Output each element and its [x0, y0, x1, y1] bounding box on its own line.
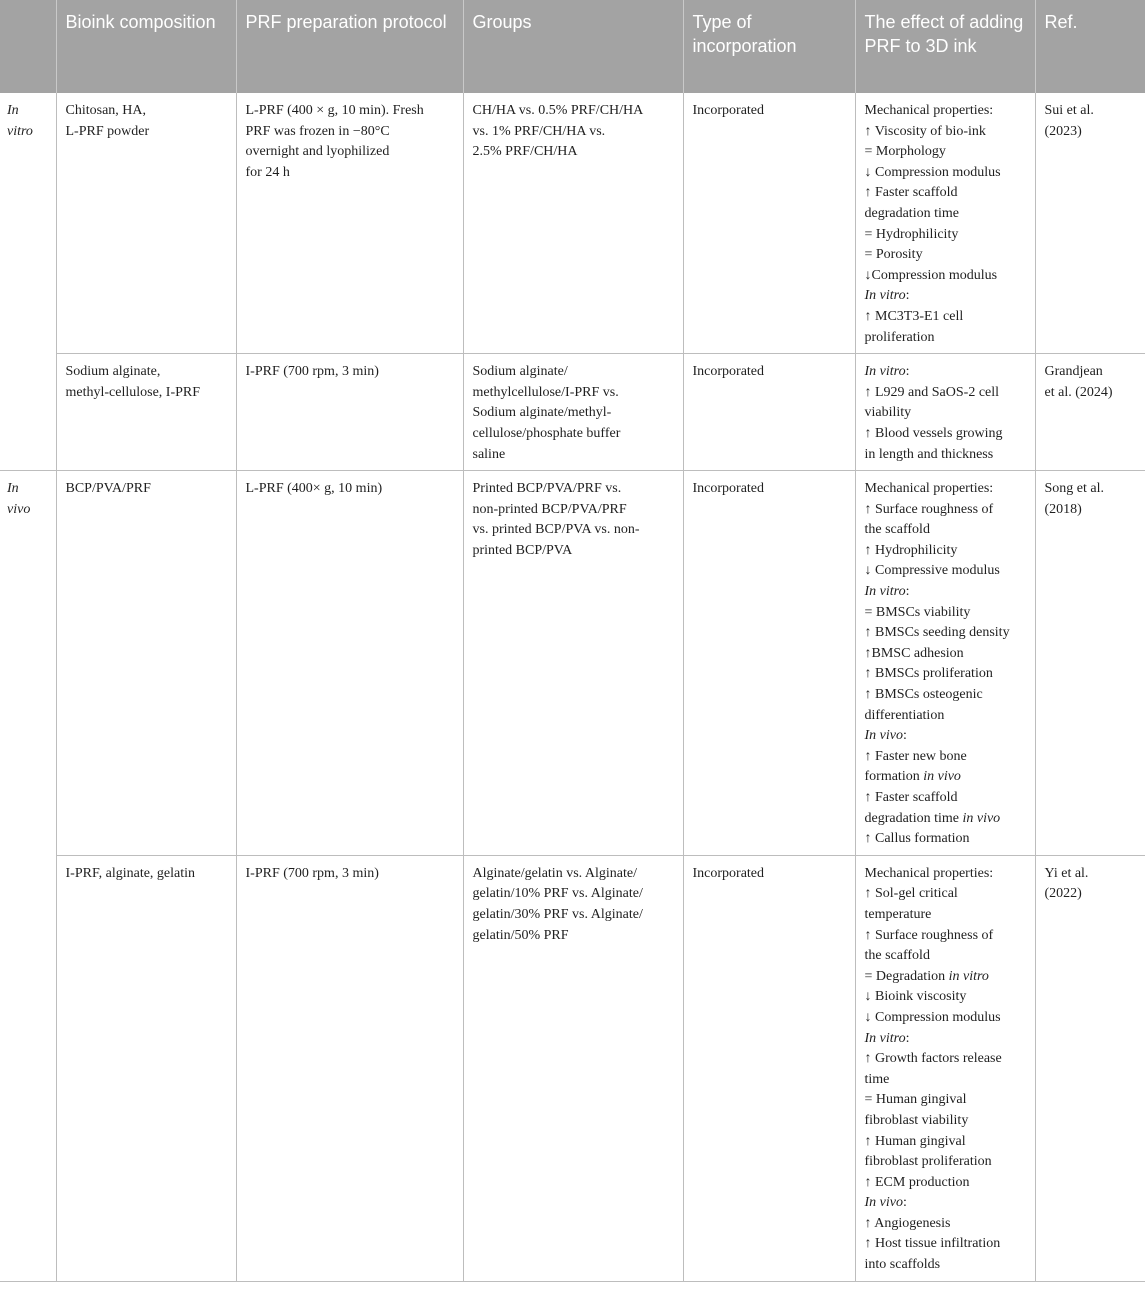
- bioink-composition-line: methyl-cellulose, I-PRF: [65, 384, 201, 400]
- effect-line: ↑ Faster scaffold: [864, 790, 958, 805]
- prf-protocol-line: L-PRF (400 × g, 10 min). Fresh: [245, 103, 424, 118]
- ref-line: Grandjean: [1044, 364, 1103, 380]
- prf-protocol-cell: [236, 93, 463, 354]
- groups-line: cellulose/phosphate buffer: [472, 425, 621, 441]
- incorporation-text: Incorporated: [692, 103, 765, 118]
- table-row: [0, 354, 1145, 471]
- effect-cell: [855, 93, 1035, 354]
- stage-label-line: In: [7, 103, 19, 118]
- effect-line: fibroblast viability: [864, 1112, 969, 1128]
- ref-line: (2023): [1044, 123, 1082, 139]
- ref-line: (2022): [1044, 886, 1082, 902]
- effect-line: In vitro:: [864, 1030, 910, 1046]
- effect-line: ↓ Bioink viscosity: [864, 989, 967, 1005]
- prf-protocol-cell: [236, 471, 463, 856]
- header-effect-of-prf: The effect of adding PRF to 3D ink: [855, 0, 1035, 93]
- header-ref: Ref.: [1035, 0, 1145, 93]
- table-row: [0, 855, 1145, 1281]
- groups-line: gelatin/10% PRF vs. Alginate/: [472, 886, 643, 902]
- effect-line: degradation time in vivo: [864, 810, 1001, 826]
- header-prf-preparation-protocol: PRF preparation protocol: [236, 0, 463, 93]
- prf-protocol-line: L-PRF (400× g, 10 min): [245, 481, 383, 497]
- groups-line: 2.5% PRF/CH/HA: [472, 144, 578, 160]
- effect-line: ↑ Host tissue infiltration: [864, 1236, 1001, 1252]
- effect-line: = BMSCs viability: [864, 604, 971, 620]
- ref-cell: [1035, 354, 1145, 471]
- groups-line: methylcellulose/I-PRF vs.: [472, 384, 619, 400]
- effect-cell: [855, 855, 1035, 1281]
- effect-line: ↑ MC3T3-E1 cell: [864, 308, 964, 324]
- groups-cell: [463, 354, 683, 471]
- effect-line: Mechanical properties:: [864, 865, 994, 881]
- groups-line: CH/HA vs. 0.5% PRF/CH/HA: [472, 103, 644, 118]
- groups-line: saline: [472, 446, 506, 462]
- effect-line: ↓ Compression modulus: [864, 164, 1001, 180]
- prf-protocol-line: overnight and lyophilized: [245, 144, 390, 160]
- incorporation-cell: [683, 471, 855, 856]
- effect-line: ↑ Growth factors release: [864, 1051, 1002, 1067]
- incorporation-cell: [683, 855, 855, 1281]
- bioink-composition-line: I-PRF, alginate, gelatin: [65, 865, 196, 881]
- prf-protocol-cell: [236, 855, 463, 1281]
- incorporation-cell: [683, 93, 855, 354]
- bioink-composition-cell: [56, 354, 236, 471]
- effect-line: the scaffold: [864, 522, 930, 538]
- effect-line: ↑ Viscosity of bio-ink: [864, 123, 986, 139]
- ref-line: et al. (2024): [1044, 384, 1113, 400]
- effect-line: ↑ Hydrophilicity: [864, 542, 958, 558]
- effect-line: ↑ Angiogenesis: [864, 1215, 951, 1231]
- effect-line: ↑ BMSCs seeding density: [864, 625, 1010, 641]
- effect-line: ↑ Sol-gel critical: [864, 886, 958, 902]
- effect-line: In vivo:: [864, 1195, 907, 1211]
- prf-protocol-line: PRF was frozen in −80°C: [245, 123, 390, 139]
- effect-line: proliferation: [864, 329, 935, 345]
- bioink-composition-line: L-PRF powder: [65, 123, 150, 139]
- effect-line: In vitro:: [864, 364, 910, 380]
- incorporation-text: Incorporated: [692, 865, 765, 881]
- effect-line: = Degradation in vitro: [864, 968, 989, 984]
- groups-cell: [463, 93, 683, 354]
- effect-line: ↑ Callus formation: [864, 831, 970, 847]
- stage-cell: [0, 93, 56, 471]
- effect-line: the scaffold: [864, 948, 930, 964]
- effect-line: ↓ Compressive modulus: [864, 563, 1000, 579]
- effect-cell: [855, 354, 1035, 471]
- effect-line: ↑ Surface roughness of: [864, 501, 994, 517]
- effect-line: ↑ Faster scaffold: [864, 185, 958, 201]
- incorporation-cell: [683, 354, 855, 471]
- effect-line: ↑BMSC adhesion: [864, 645, 964, 661]
- groups-line: printed BCP/PVA: [472, 542, 573, 558]
- prf-protocol-line: I-PRF (700 rpm, 3 min): [245, 364, 379, 380]
- effect-line: ↑ ECM production: [864, 1174, 970, 1190]
- header-stage: [0, 0, 56, 93]
- groups-line: non-printed BCP/PVA/PRF: [472, 501, 627, 517]
- prf-protocol-line: I-PRF (700 rpm, 3 min): [245, 865, 379, 881]
- prf-protocol-cell: [236, 354, 463, 471]
- header-row: [0, 0, 1145, 93]
- table-body: [0, 93, 1145, 1281]
- groups-cell: [463, 855, 683, 1281]
- bioink-composition-cell: [56, 471, 236, 856]
- ref-cell: [1035, 855, 1145, 1281]
- bioink-composition-cell: [56, 93, 236, 354]
- ref-cell: [1035, 471, 1145, 856]
- effect-line: Mechanical properties:: [864, 481, 994, 497]
- effect-line: ↑ BMSCs proliferation: [864, 666, 993, 682]
- effect-line: fibroblast proliferation: [864, 1154, 992, 1170]
- ref-line: Sui et al.: [1044, 103, 1094, 118]
- effect-line: into scaffolds: [864, 1257, 941, 1273]
- groups-cell: [463, 471, 683, 856]
- groups-line: vs. 1% PRF/CH/HA vs.: [472, 123, 606, 139]
- ref-line: Song et al.: [1044, 481, 1104, 497]
- table-row: [0, 93, 1145, 354]
- effect-line: ↓Compression modulus: [864, 267, 998, 283]
- effect-line: ↑ BMSCs osteogenic: [864, 687, 983, 703]
- effect-line: formation in vivo: [864, 769, 961, 785]
- effect-line: temperature: [864, 906, 932, 922]
- effect-line: ↑ Human gingival: [864, 1133, 966, 1149]
- groups-line: Sodium alginate/: [472, 364, 568, 380]
- effect-line: = Hydrophilicity: [864, 226, 959, 242]
- effect-line: ↑ Surface roughness of: [864, 927, 994, 943]
- effect-line: In vitro:: [864, 288, 910, 304]
- effect-line: differentiation: [864, 707, 945, 723]
- effect-line: in length and thickness: [864, 446, 994, 462]
- effect-line: = Human gingival: [864, 1092, 967, 1108]
- groups-line: vs. printed BCP/PVA vs. non-: [472, 522, 640, 538]
- bioink-composition-line: Sodium alginate,: [65, 364, 161, 380]
- stage-label-line: In: [7, 481, 19, 497]
- incorporation-text: Incorporated: [692, 481, 765, 497]
- effect-line: viability: [864, 405, 912, 421]
- incorporation-text: Incorporated: [692, 364, 765, 380]
- table-row: [0, 471, 1145, 856]
- ref-line: Yi et al.: [1044, 865, 1089, 881]
- stage-label-line: vivo: [7, 501, 31, 517]
- effect-line: In vitro:: [864, 584, 910, 600]
- effect-line: ↑ L929 and SaOS-2 cell: [864, 384, 1000, 400]
- ref-line: (2018): [1044, 501, 1082, 517]
- effect-cell: [855, 471, 1035, 856]
- groups-line: gelatin/30% PRF vs. Alginate/: [472, 906, 643, 922]
- effect-line: In vivo:: [864, 728, 907, 744]
- groups-line: Sodium alginate/methyl-: [472, 405, 612, 421]
- effect-line: = Porosity: [864, 247, 923, 263]
- effect-line: ↓ Compression modulus: [864, 1009, 1001, 1025]
- effect-line: Mechanical properties:: [864, 103, 994, 118]
- prf-protocol-line: for 24 h: [245, 164, 290, 180]
- stage-cell: [0, 471, 56, 1282]
- stage-label-line: vitro: [7, 123, 33, 139]
- effect-line: time: [864, 1071, 890, 1087]
- ref-cell: [1035, 93, 1145, 354]
- header-groups: Groups: [463, 0, 683, 93]
- header-bioink-composition: Bioink composition: [56, 0, 236, 93]
- bioink-composition-cell: [56, 855, 236, 1281]
- bioink-composition-line: BCP/PVA/PRF: [65, 481, 151, 497]
- groups-line: Printed BCP/PVA/PRF vs.: [472, 481, 622, 497]
- effect-line: degradation time: [864, 205, 959, 221]
- effect-line: ↑ Faster new bone: [864, 748, 967, 764]
- groups-line: Alginate/gelatin vs. Alginate/: [472, 865, 637, 881]
- effect-line: = Morphology: [864, 144, 946, 160]
- bioink-composition-line: Chitosan, HA,: [65, 103, 146, 118]
- header-type-of-incorporation: Type of incorporation: [683, 0, 855, 93]
- groups-line: gelatin/50% PRF: [472, 927, 569, 943]
- effect-line: ↑ Blood vessels growing: [864, 425, 1003, 441]
